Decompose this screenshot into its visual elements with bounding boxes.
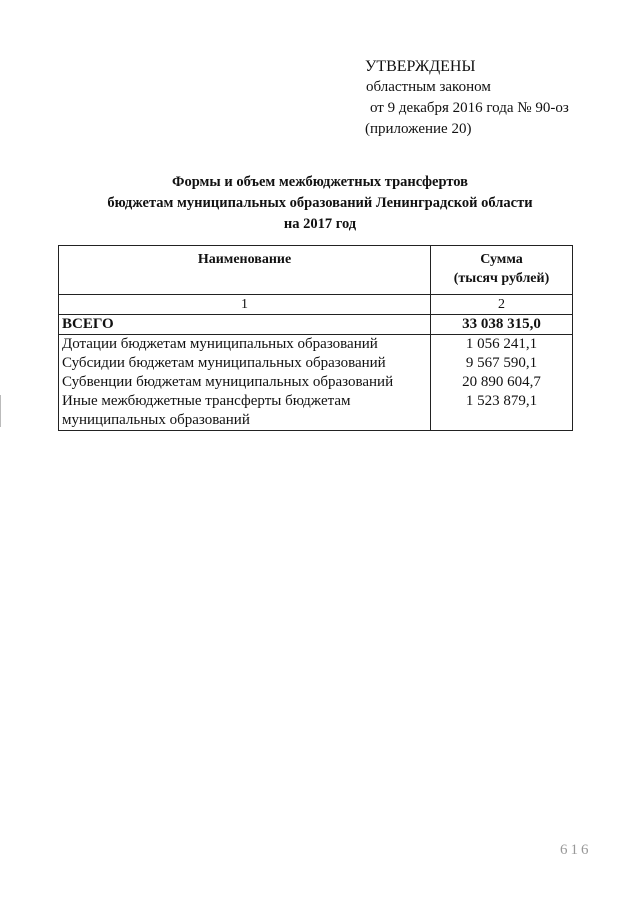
approval-law-date: от 9 декабря 2016 года № 90-оз — [370, 100, 569, 116]
row-name: Субсидии бюджетам муниципальных образований — [59, 354, 431, 373]
column-number-2: 2 — [431, 295, 573, 315]
row-sum: 1 056 241,1 — [431, 335, 573, 355]
title-line-3: на 2017 год — [283, 216, 357, 232]
table-row — [59, 373, 573, 392]
row-sum: 1 523 879,1 — [431, 392, 573, 431]
column-number-1: 1 — [59, 295, 431, 315]
approval-appendix: (приложение 20) — [365, 121, 472, 137]
header-name: Наименование — [59, 246, 431, 295]
row-name: Дотации бюджетам муниципальных образований — [59, 335, 431, 355]
table-row — [59, 392, 573, 431]
row-name: Иные межбюджетные трансферты бюджетам муниципальных образований — [59, 392, 431, 431]
row-sum: 20 890 604,7 — [431, 373, 573, 392]
transfers-table — [58, 245, 573, 431]
header-sum — [431, 246, 573, 295]
header-sum-title: Сумма — [480, 252, 523, 267]
table-row — [59, 354, 573, 373]
table-row — [59, 335, 573, 355]
page-number: 616 — [560, 842, 592, 858]
approval-law-type: областным законом — [366, 79, 491, 95]
header-sum-unit: (тысяч рублей) — [453, 271, 550, 286]
total-label: ВСЕГО — [59, 315, 431, 335]
title-line-1: Формы и объем межбюджетных трансфертов — [172, 174, 468, 190]
row-name: Субвенции бюджетам муниципальных образований — [59, 373, 431, 392]
scan-edge-mark — [0, 395, 1, 427]
column-number-row — [59, 295, 573, 315]
document-title — [70, 172, 570, 235]
row-sum: 9 567 590,1 — [431, 354, 573, 373]
total-sum: 33 038 315,0 — [431, 315, 573, 335]
total-row — [59, 315, 573, 335]
approval-heading: УТВЕРЖДЕНЫ — [365, 58, 476, 75]
table-header-row — [59, 246, 573, 295]
approval-stamp — [362, 56, 569, 140]
title-line-2: бюджетам муниципальных образований Ленинградской области — [107, 195, 533, 211]
